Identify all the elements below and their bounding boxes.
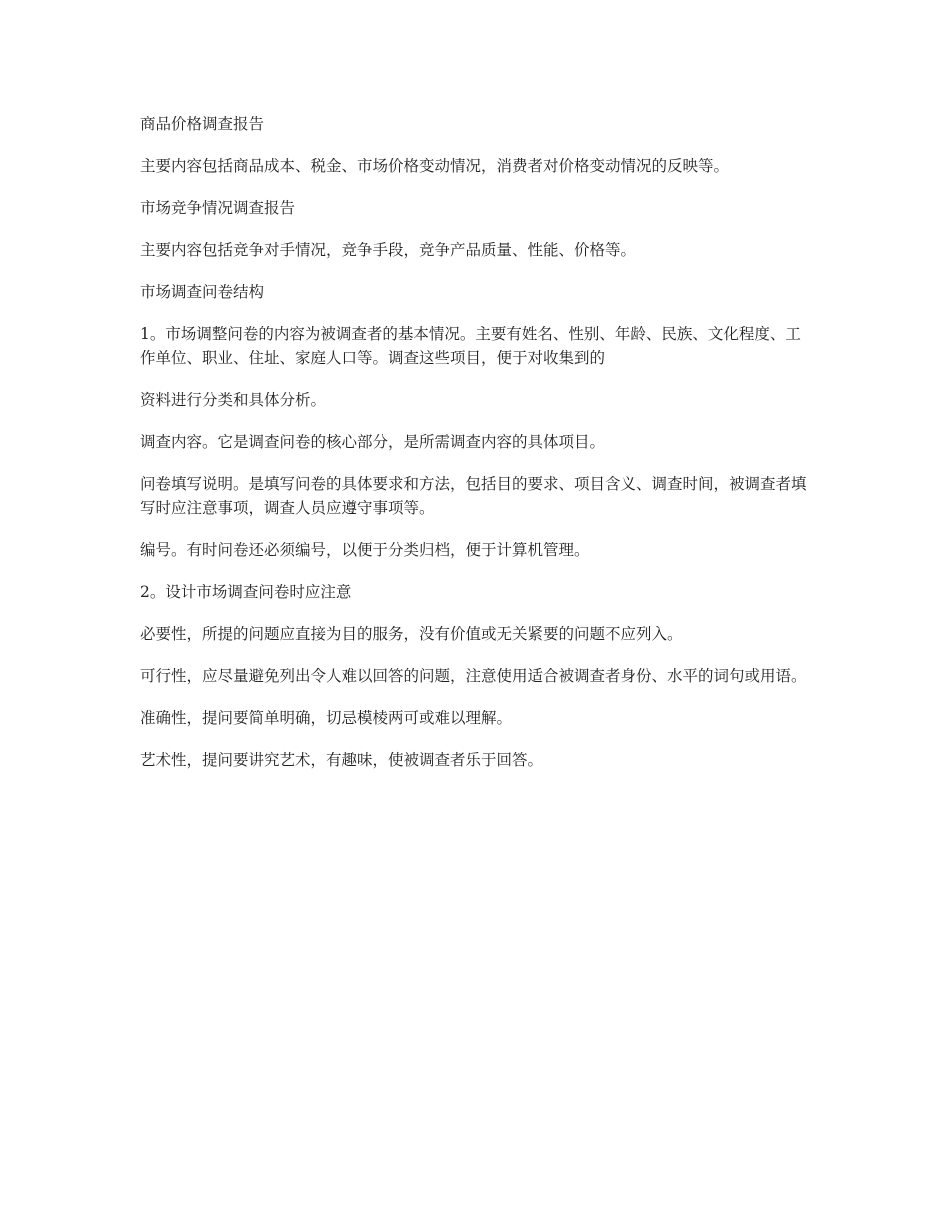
paragraph-artistry: 艺术性，提问要讲究艺术，有趣味，使被调查者乐于回答。 [140, 751, 544, 769]
paragraph-price-report-content: 主要内容包括商品成本、税金、市场价格变动情况，消费者对价格变动情况的反映等。 [140, 157, 730, 175]
paragraph-feasibility: 可行性，应尽量避免列出令人难以回答的问题，注意使用适合被调查者身份、水平的词句或用语。 [140, 667, 807, 685]
paragraph-basic-info: 1。市场调整问卷的内容为被调查者的基本情况。主要有姓名、性别、年龄、民族、文化程度、工作单位、职业、住址、家庭人口等。调查这些项目，便于对收集到的 [140, 325, 801, 367]
section-heading-competition-report: 市场竞争情况调查报告 [140, 199, 296, 217]
paragraph-accuracy: 准确性，提问要简单明确，切忌模棱两可或难以理解。 [140, 709, 513, 727]
paragraph-filling-instructions: 问卷填写说明。是填写问卷的具体要求和方法，包括目的要求、项目含义、调查时间，被调查者填写时应注意事项，调查人员应遵守事项等。 [140, 475, 807, 517]
paragraph-competition-report-content: 主要内容包括竞争对手情况，竞争手段，竞争产品质量、性能、价格等。 [140, 241, 637, 259]
paragraph-basic-info-continued: 资料进行分类和具体分析。 [140, 391, 327, 409]
section-heading-design-notes: 2。设计市场调查问卷时应注意 [140, 583, 352, 601]
paragraph-numbering: 编号。有时问卷还必须编号，以便于分类归档，便于计算机管理。 [140, 541, 590, 559]
document-body [140, 112, 812, 790]
section-heading-questionnaire-structure: 市场调查问卷结构 [140, 283, 265, 301]
section-heading-price-report: 商品价格调查报告 [140, 115, 265, 133]
paragraph-necessity: 必要性，所提的问题应直接为目的服务，没有价值或无关紧要的问题不应列入。 [140, 625, 683, 643]
paragraph-survey-content: 调查内容。它是调查问卷的核心部分，是所需调查内容的具体项目。 [140, 433, 606, 451]
